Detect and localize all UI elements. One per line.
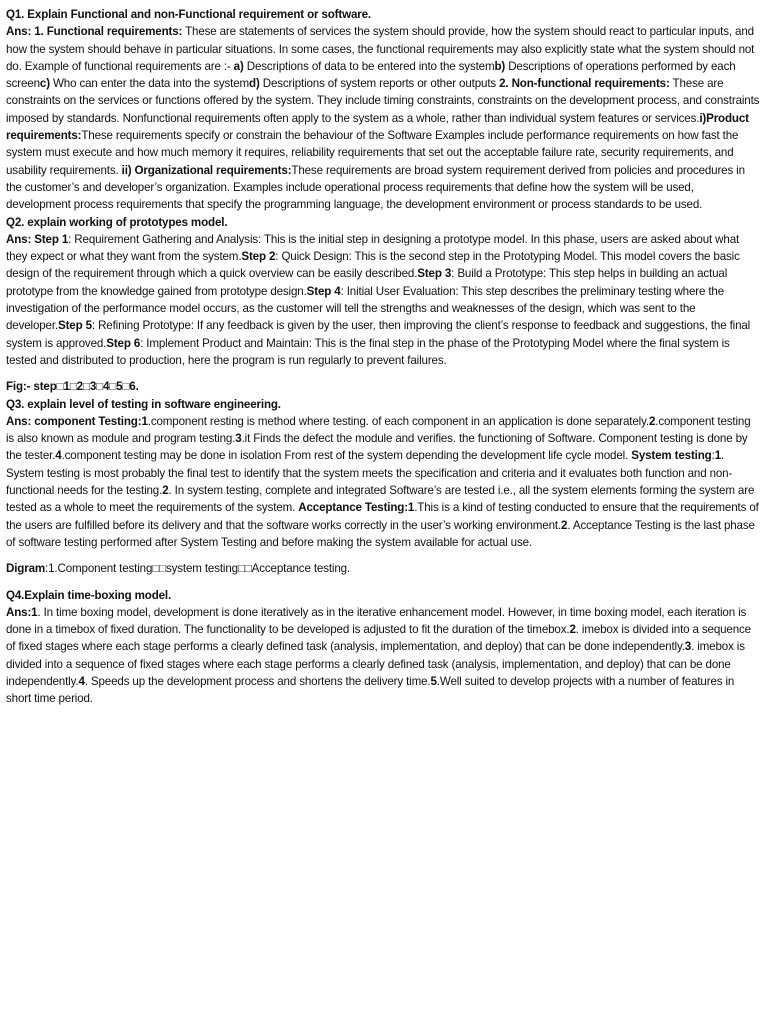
q3-heading: Q3. explain level of testing in software engineering. [6,397,281,411]
q1-answer: Ans: 1. Functional requirements: These are statements of services the system should provide, how the system should react to particular inputs, and how the system should behave in particular situations. In some cases, the functional requirements may also explicitly state what the system should not do. Example of functional requirements are :- a) Descriptions of data to be entered into the systemb) Descriptions of operations performed by each screenc) Who can enter the data into the systemd) Descriptions of system reports or other outputs 2. Non-functional requirements: These are constraints on the services or functions offered by the system. They include timing constraints, constraints on the development process, and constraints imposed by standards. Nonfunctional requirements often apply to the system as a whole, rather than individual system features or services.i)Product requirements:These requirements specify or constrain the behaviour of the Software Examples include performance requirements on how fast the system must execute and how much memory it requires, reliability requirements that set out the acceptable failure rate, security requirements, and usability requirements. ii) Organizational requirements:These requirements are broad system requirement derived from policies and procedures in the customer’s and developer’s organization. Examples include operational process requirements that define how the system will be used, development process requirements that specify the programming language, the development environment or process standards to be used. [6,25,760,212]
q4-heading: Q4.Explain time-boxing model. [6,588,172,602]
q1-heading: Q1. Explain Functional and non-Functional requirement or software. [6,8,372,21]
q2-figure-caption: Fig:- step□1□2□3□4□5□6. [6,380,139,394]
q3-diagram-caption: Digram:1.Component testing□□system testing□□Acceptance testing. [6,562,350,576]
q2-heading: Q2. explain working of prototypes model. [6,215,228,229]
q2-answer: Ans: Step 1: Requirement Gathering and Analysis: This is the initial step in designing a prototype model. In this phase, users are asked about what they expect or what they want from the system.Step 2: Quick Design: This is the second step in the Prototyping Model. This model covers the basic design of the requirement through which a quick overview can be easily described.Step 3: Build a Prototype: This step helps in building an actual prototype from the knowledge gained from prototype design.Step 4: Initial User Evaluation: This step describes the preliminary testing where the investigation of the performance model occurs, as the customer will tell the strengths and weaknesses of the design, which was sent to the developer.Step 5: Refining Prototype: If any feedback is given by the user, then improving the client’s response to feedback and suggestions, the final system is approved.Step 6: Implement Product and Maintain: This is the final step in the phase of the Prototyping Model where the final system is tested and distributed to production, here the program is run regularly to prevent failures. [6,232,751,367]
q4-answer: Ans:1. In time boxing model, development is done iteratively as in the iterative enhancement model. However, in time boxing model, each iteration is done in a timebox of fixed duration. The functionality to be developed is adjusted to fit the duration of the timebox.2. imebox is divided into a sequence of fixed stages where each stage performs a clearly defined task (analysis, implementation, and deploy) that can be done independently.3. imebox is divided into a sequence of fixed stages where each stage performs a clearly defined task (analysis, implementation, and deploy) that can be done independently.4. Speeds up the development process and shortens the delivery time.5.Well suited to develop projects with a number of features in short time period. [6,605,751,706]
q3-answer: Ans: component Testing:1.component resting is method where testing. of each component in an application is done separately.2.component testing is also known as module and program testing.3.it Finds the defect the module and verifies. the functioning of Software. Component testing is done by the tester.4.component testing may be done in isolation From rest of the system depending the development life cycle model. System testing:1. System testing is most probably the final test to identify that the system meets the specification and criteria and it evaluates both function and non-functional needs for the testing.2. In system testing, complete and integrated Software’s are tested i.e., all the system elements forming the system are tested as a whole to meet the requirements of the system. Acceptance Testing:1.This is a kind of testing conducted to ensure that the requirements of the users are fulfilled before its delivery and that the software works correctly in the user’s working environment.2. Acceptance Testing is the last phase of software testing performed after System Testing and before making the system available for actual use. [6,414,759,549]
